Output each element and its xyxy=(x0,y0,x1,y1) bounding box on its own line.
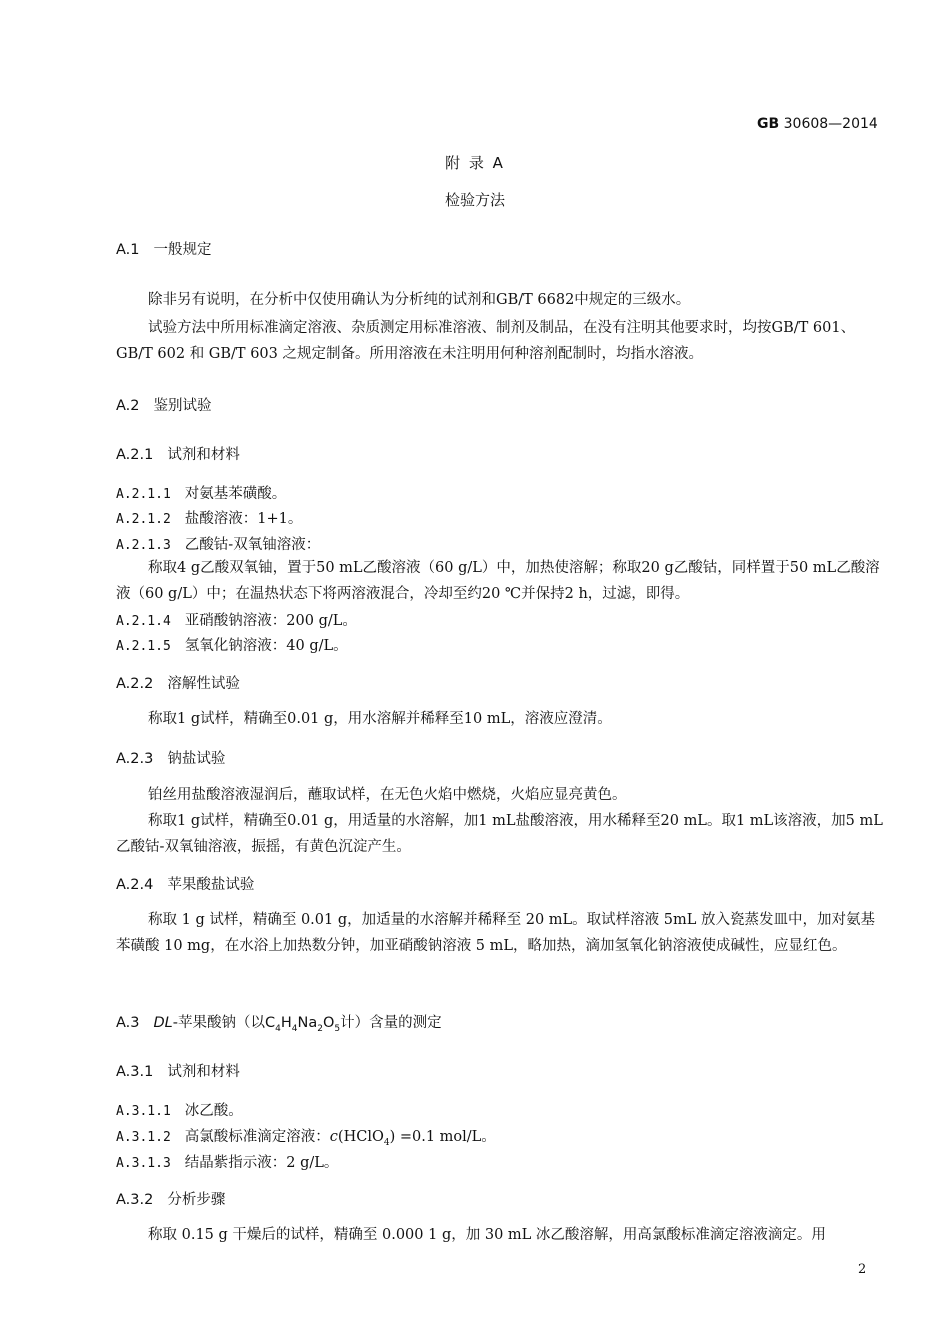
subsection-heading xyxy=(116,747,225,768)
item-text: 盐酸溶液：1+1。 xyxy=(184,511,303,527)
subsection-title: 分析步骤 xyxy=(167,1192,226,1208)
section-title: 一般规定 xyxy=(153,242,212,258)
subsection-title: 试剂和材料 xyxy=(167,1064,240,1080)
item-number: A.2.1.5 xyxy=(116,639,171,654)
subsection-title: 钠盐试验 xyxy=(167,751,226,767)
item-text: 高氯酸标准滴定溶液：c(HClO$_4$) =0.1 mol/L。 xyxy=(184,1129,496,1148)
section-heading xyxy=(116,238,212,259)
paragraph: 称取1 g试样，精确至0.01 g，用适量的水溶解，加1 mL盐酸溶液，用水稀释至20 mL。取1 mL该溶液，加5 mL乙酸钴-双氧铀溶液，振摇，有黄色沉淀产生。 xyxy=(116,813,883,855)
list-item xyxy=(116,634,348,655)
section-title: 鉴别试验 xyxy=(153,398,212,414)
item-number: A.2.1.4 xyxy=(116,614,171,629)
standard-number xyxy=(757,116,878,132)
subsection-heading xyxy=(116,672,240,693)
paragraph: 除非另有说明，在分析中仅使用确认为分析纯的试剂和GB/T 6682中规定的三级水。 xyxy=(148,292,691,308)
list-item xyxy=(116,482,286,503)
paragraph: 称取 1 g 试样，精确至 0.01 g，加适量的水溶解并稀释至 20 mL。取试样溶液 5mL 放入瓷蒸发皿中，加对氨基苯磺酸 10 mg，在水浴上加热数分钟，加亚硝酸钠溶液 5 mL，略加热，滴加氢氧化钠溶液使成碱性，应显红色。 xyxy=(116,912,875,954)
section-number: A.3 xyxy=(116,1015,140,1031)
subsection-heading xyxy=(116,1188,225,1209)
item-text: 乙酸钴-双氧铀溶液： xyxy=(184,537,321,553)
list-item xyxy=(116,1151,338,1172)
appendix-title: 附 录 A xyxy=(445,154,505,172)
subsection-number: A.2.2 xyxy=(116,676,154,692)
paragraph: 铂丝用盐酸溶液湿润后，蘸取试样，在无色火焰中燃烧，火焰应显亮黄色。 xyxy=(148,787,627,803)
list-item xyxy=(116,609,357,630)
item-number: A.3.1.2 xyxy=(116,1130,171,1145)
paragraph: 称取 0.15 g 干燥后的试样，精确至 0.000 1 g，加 30 mL 冰乙酸溶解，用高氯酸标准滴定溶液滴定。用 xyxy=(148,1227,826,1243)
subsection-number: A.3.1 xyxy=(116,1064,154,1080)
paragraph: 试验方法中所用标准滴定溶液、杂质测定用标准溶液、制剂及制品，在没有注明其他要求时，均按GB/T 601、GB/T 602 和 GB/T 603 之规定制备。所用溶液在未注明用何种溶剂配制时，均指水溶液。 xyxy=(116,320,856,362)
subsection-heading xyxy=(116,1060,240,1081)
list-item xyxy=(116,533,320,554)
section-heading xyxy=(116,394,212,415)
subsection-title: 试剂和材料 xyxy=(167,447,240,463)
appendix-subtitle: 检验方法 xyxy=(444,191,505,209)
subsection-number: A.3.2 xyxy=(116,1192,154,1208)
item-number: A.3.1.3 xyxy=(116,1156,171,1171)
subsection-number: A.2.3 xyxy=(116,751,154,767)
item-text: 亚硝酸钠溶液：200 g/L。 xyxy=(184,613,357,629)
standard-prefix: GB xyxy=(757,116,780,132)
item-text: 氢氧化钠溶液：40 g/L。 xyxy=(184,638,348,654)
page-number: 2 xyxy=(858,1262,867,1277)
subsection-heading xyxy=(116,443,240,464)
item-number: A.3.1.1 xyxy=(116,1104,171,1119)
subsection-number: A.2.1 xyxy=(116,447,154,463)
section-title: DL-苹果酸钠（以$C_4H_4Na_2O_5$计）含量的测定 xyxy=(153,1015,442,1034)
list-item xyxy=(116,507,302,528)
section-number: A.2 xyxy=(116,398,140,414)
item-number: A.2.1.3 xyxy=(116,538,171,553)
item-number: A.2.1.1 xyxy=(116,487,171,502)
item-number: A.2.1.2 xyxy=(116,512,171,527)
subsection-title: 苹果酸盐试验 xyxy=(167,877,255,893)
subsection-title: 溶解性试验 xyxy=(167,676,240,692)
subsection-heading xyxy=(116,873,254,894)
paragraph: 称取1 g试样，精确至0.01 g，用水溶解并稀释至10 mL，溶液应澄清。 xyxy=(148,711,612,727)
item-text: 冰乙酸。 xyxy=(184,1103,243,1119)
list-item xyxy=(116,1125,496,1148)
standard-code: 30608—2014 xyxy=(783,116,878,132)
paragraph: 称取4 g乙酸双氧铀，置于50 mL乙酸溶液（60 g/L）中，加热使溶解；称取20 g乙酸钴，同样置于50 mL乙酸溶液（60 g/L）中；在温热状态下将两溶液混合，冷却至约20 ℃并保持2 h，过滤，即得。 xyxy=(116,560,880,602)
list-item xyxy=(116,1099,243,1120)
subsection-number: A.2.4 xyxy=(116,877,154,893)
section-number: A.1 xyxy=(116,242,140,258)
section-heading xyxy=(116,1011,442,1034)
item-text: 对氨基苯磺酸。 xyxy=(184,486,287,502)
item-text: 结晶紫指示液：2 g/L。 xyxy=(184,1155,339,1171)
